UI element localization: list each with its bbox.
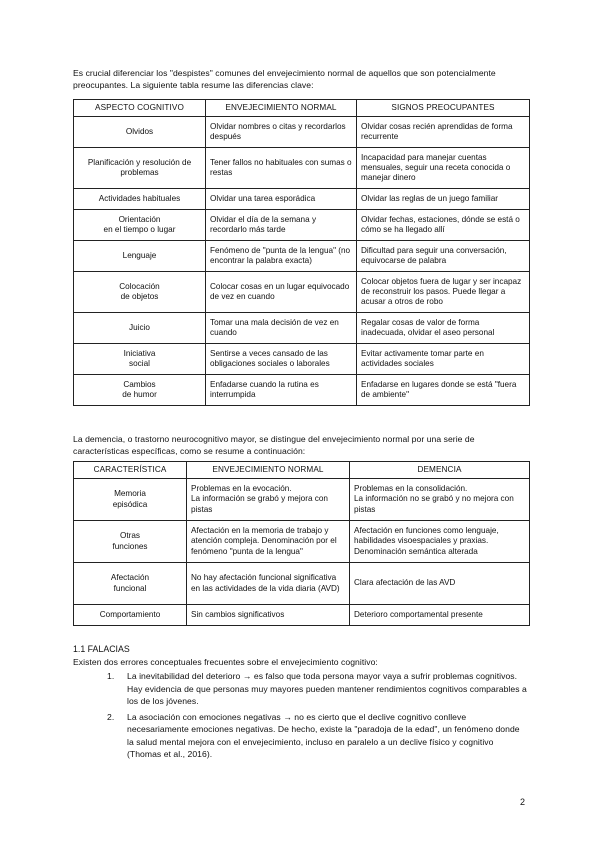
row-label-cell: Olvidos [74,117,206,148]
list-item-text: La inevitabilidad del deterioro → es falso que toda persona mayor vaya a sufrir problemas cognitivos. Hay evidencia de que personas muy mayores pueden mantener rendimientos cognitivos comparables a los de los jóvenes. [127,671,527,706]
column-header: CARACTERÍSTICA [74,462,187,479]
table-cell: Evitar activamente tomar parte en actividades sociales [357,344,530,375]
list-item [107,670,527,708]
table-header-row [74,462,530,479]
intro-paragraph-1: Es crucial diferenciar los "despistes" comunes del envejecimiento normal de aquellos que son potencialmente preocupantes. La siguiente tabla resume las diferencias clave: [73,68,496,91]
table-row [74,241,530,272]
table-cell: Olvidar cosas recién aprendidas de forma recurrente [357,117,530,148]
table-row [74,344,530,375]
table-cell: Sin cambios significativos [187,605,350,626]
table-cell: Sentirse a veces cansado de las obligaciones sociales o laborales [206,344,357,375]
table-cell: Olvidar nombres o citas y recordarlos después [206,117,357,148]
table-row [74,563,530,605]
table-cell: Enfadarse en lugares donde se está "fuera de ambiente" [357,375,530,406]
column-header: ASPECTO COGNITIVO [74,100,206,117]
list-item-text: La asociación con emociones negativas → no es cierto que el declive cognitivo conlleve necesariamente emociones negativas. De hecho, existe la "paradoja de la edad", un fenómeno donde la salud mental mejora con el envejecimiento, incluso en paralelo a un declive físico y cognitivo (Thomas et al., 2016). [127,711,520,759]
row-label-cell: Orientación en el tiempo o lugar [74,210,206,241]
table-cell: Deterioro comportamental presente [350,605,530,626]
row-label-cell: Lenguaje [74,241,206,272]
table-cell: Regalar cosas de valor de forma inadecuada, olvidar el aseo personal [357,313,530,344]
table-row [74,375,530,406]
row-label-cell: Memoria episódica [74,479,187,521]
table-cell: Afectación en funciones como lenguaje, habilidades visoespaciales y praxias. Denominación semántica alterada [350,521,530,563]
table-row [74,605,530,626]
list-number: 2. [107,711,115,722]
table-row [74,117,530,148]
table-cell: Tomar una mala decisión de vez en cuando [206,313,357,344]
table-row [74,189,530,210]
table-cell: Enfadarse cuando la rutina es interrumpida [206,375,357,406]
intro-paragraph-2: La demencia, o trastorno neurocognitivo mayor, se distingue del envejecimiento normal por una serie de características específicas, como se resume a continuación: [73,434,475,457]
table-cell: Olvidar una tarea esporádica [206,189,357,210]
column-header: ENVEJECIMIENTO NORMAL [206,100,357,117]
row-label-cell: Juicio [74,313,206,344]
row-label-cell: Iniciativa social [74,344,206,375]
row-label-cell: Actividades habituales [74,189,206,210]
table-row [74,313,530,344]
table-row [74,479,530,521]
table-cell: No hay afectación funcional significativa en las actividades de la vida diaria (AVD) [187,563,350,605]
table-cell: Olvidar fechas, estaciones, dónde se está o cómo se ha llegado allí [357,210,530,241]
row-label-cell: Afectación funcional [74,563,187,605]
table-row [74,521,530,563]
table-cell: Incapacidad para manejar cuentas mensuales, seguir una receta conocida o manejar dinero [357,148,530,189]
column-header: SIGNOS PREOCUPANTES [357,100,530,117]
table-row [74,210,530,241]
table-cell: Dificultad para seguir una conversación, equivocarse de palabra [357,241,530,272]
list-number: 1. [107,671,115,681]
aging-signs-table [73,99,530,406]
column-header: ENVEJECIMIENTO NORMAL [187,462,350,479]
table-cell: Olvidar las reglas de un juego familiar [357,189,530,210]
dementia-table [73,461,530,626]
row-label-cell: Colocación de objetos [74,272,206,313]
table-cell: Tener fallos no habituales con sumas o restas [206,148,357,189]
table-row [74,272,530,313]
page-number: 2 [520,797,526,807]
table-row [74,148,530,189]
table-cell: Clara afectación de las AVD [350,563,530,605]
list-item [107,711,527,761]
row-label-cell: Cambios de humor [74,375,206,406]
table-cell: Colocar objetos fuera de lugar y ser incapaz de reconstruir los pasos. Puede llegar a acusar a otros de robo [357,272,530,313]
table-cell: Fenómeno de "punta de la lengua" (no encontrar la palabra exacta) [206,241,357,272]
section-intro: Existen dos errores conceptuales frecuentes sobre el envejecimiento cognitivo: [73,657,378,667]
table-cell: Problemas en la evocación. La información se grabó y mejora con pistas [187,479,350,521]
section-heading: 1.1 FALACIAS [73,644,130,654]
table-cell: Colocar cosas en un lugar equivocado de vez en cuando [206,272,357,313]
row-label-cell: Planificación y resolución de problemas [74,148,206,189]
column-header: DEMENCIA [350,462,530,479]
fallacies-list [107,670,527,764]
table-header-row [74,100,530,117]
table-cell: Afectación en la memoria de trabajo y atención compleja. Denominación por el fenómeno "punta de la lengua" [187,521,350,563]
row-label-cell: Comportamiento [74,605,187,626]
table-cell: Problemas en la consolidación. La información no se grabó y no mejora con pistas [350,479,530,521]
table-cell: Olvidar el día de la semana y recordarlo más tarde [206,210,357,241]
table-body [74,117,530,406]
table-body [74,479,530,626]
row-label-cell: Otras funciones [74,521,187,563]
